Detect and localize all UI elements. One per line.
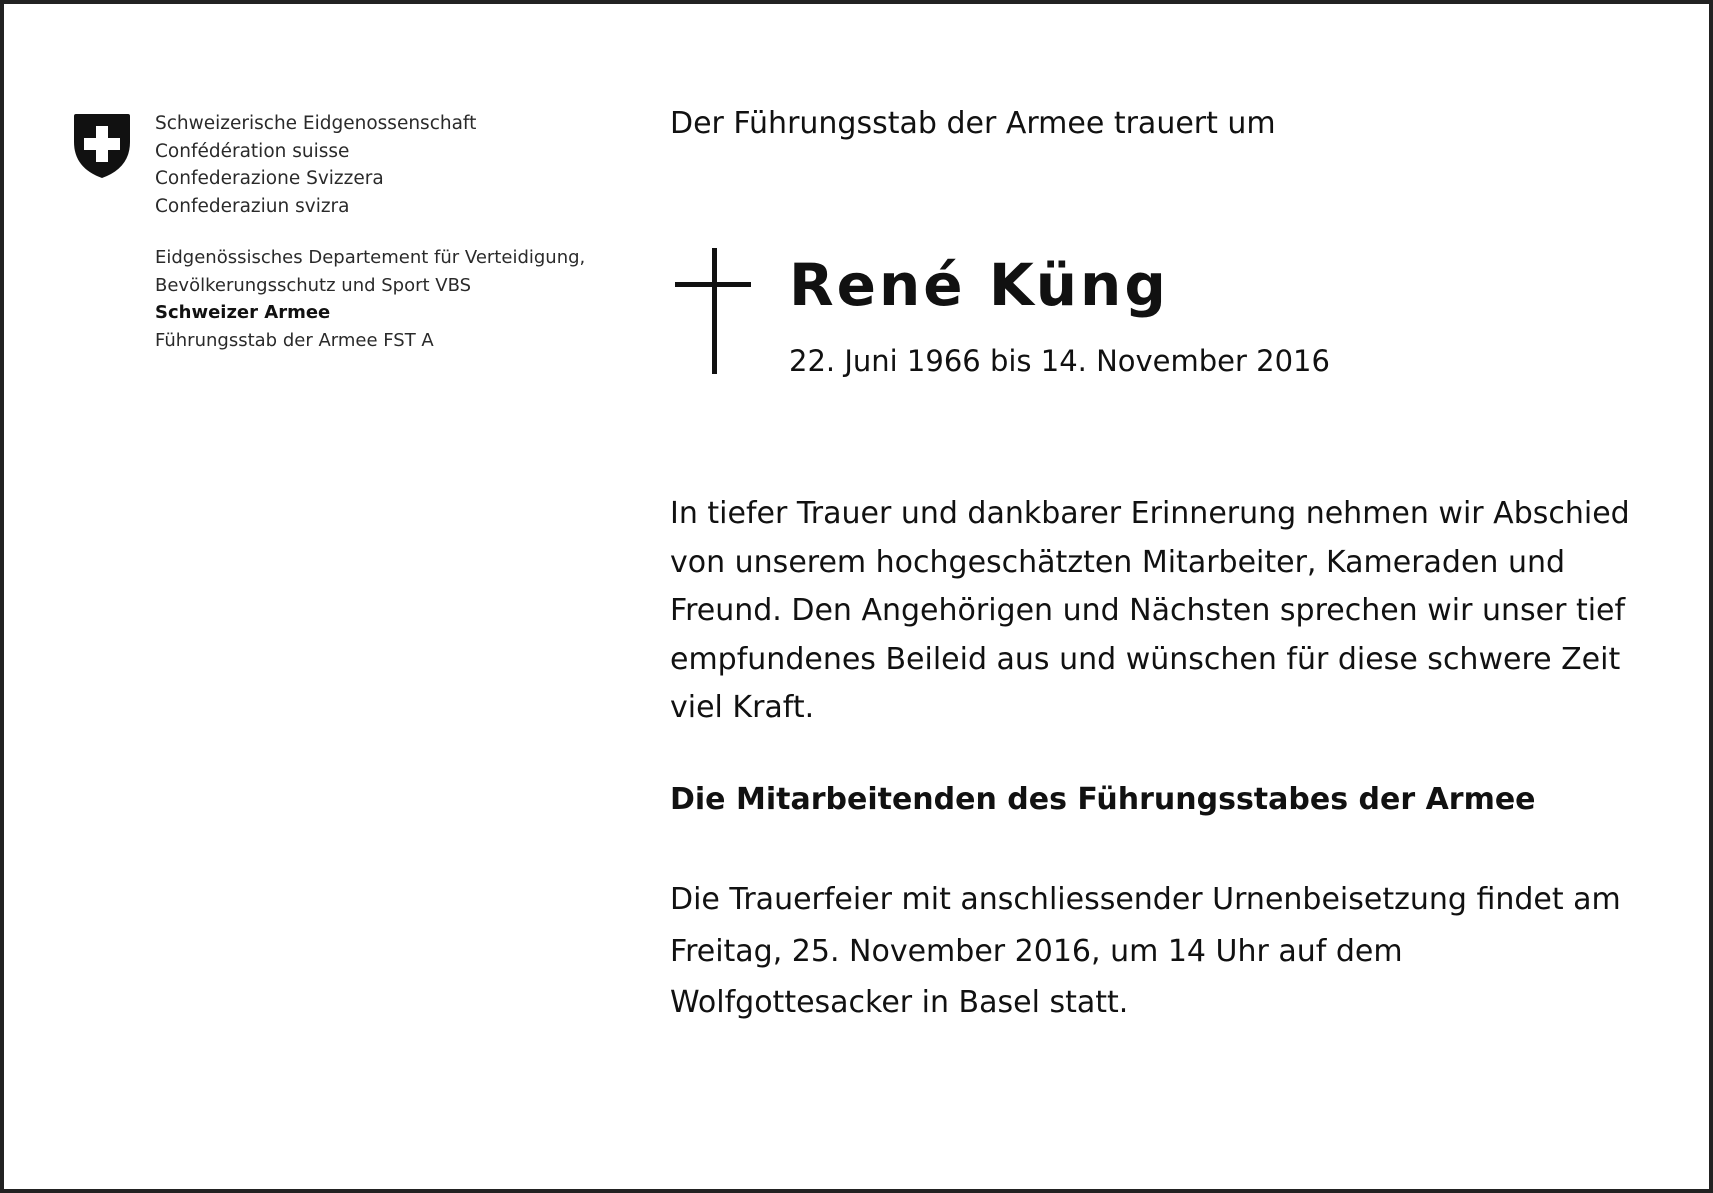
department-line-1: Eidgenössisches Departement für Verteidigung, — [155, 247, 586, 268]
confederation-name-rm: Confederaziun svizra — [155, 195, 350, 217]
message-line: Freund. Den Angehörigen und Nächsten sprechen wir unser tief — [670, 593, 1626, 628]
swiss-coat-of-arms-icon — [72, 112, 132, 180]
confederation-name-fr: Confédération suisse — [155, 140, 350, 162]
message-line: empfundenes Beileid aus und wünschen für diese schwere Zeit — [670, 641, 1621, 677]
ceremony-info — [670, 874, 1621, 1029]
intro-line: Der Führungsstab der Armee trauert um — [670, 106, 1276, 141]
signature: Die Mitarbeitenden des Führungsstabes der Armee — [670, 782, 1536, 817]
message-line: In tiefer Trauer und dankbarer Erinnerung nehmen wir Abschied — [670, 496, 1630, 531]
message-line: viel Kraft. — [670, 690, 815, 725]
ceremony-line: Freitag, 25. November 2016, um 14 Uhr auf dem — [670, 933, 1403, 969]
message-line: von unserem hochgeschätzten Mitarbeiter, Kameraden und — [670, 544, 1566, 580]
organisation-name: Schweizer Armee — [155, 302, 331, 323]
condolence-message — [670, 490, 1660, 733]
deceased-name: René Küng — [789, 251, 1169, 319]
confederation-name-it: Confederazione Svizzera — [155, 168, 384, 189]
letterhead-text — [155, 110, 585, 354]
latin-cross-icon — [675, 248, 751, 376]
unit-name: Führungsstab der Armee FST A — [155, 329, 434, 351]
ceremony-line: Die Trauerfeier mit anschliessender Urnenbeisetzung findet am — [670, 882, 1621, 917]
confederation-name-de: Schweizerische Eidgenossenschaft — [155, 113, 477, 134]
life-dates: 22. Juni 1966 bis 14. November 2016 — [789, 344, 1330, 378]
ceremony-line: Wolfgottesacker in Basel statt. — [670, 985, 1129, 1020]
department-line-2: Bevölkerungsschutz und Sport VBS — [155, 274, 472, 296]
